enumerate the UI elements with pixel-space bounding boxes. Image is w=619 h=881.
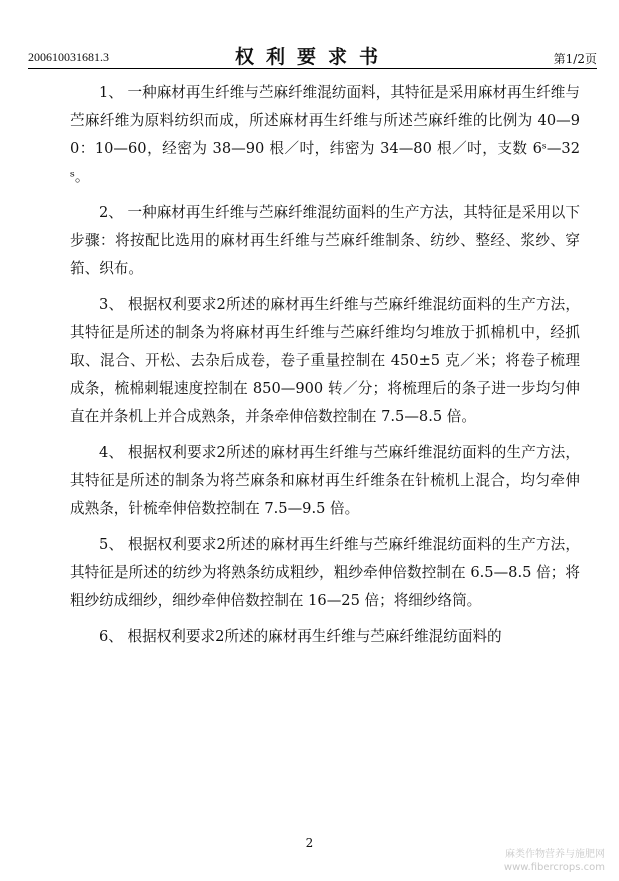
- claim-6: 6、 根据权利要求2所述的麻材再生纤维与苎麻纤维混纺面料的: [99, 628, 502, 645]
- page-number: 2: [305, 836, 314, 850]
- watermark-url: www.fibercrops.com: [503, 862, 605, 873]
- application-number: 200610031681.3: [28, 50, 109, 64]
- claim-1: 1、 一种麻材再生纤维与苎麻纤维混纺面料，其特征是采用麻材再生纤维与苎麻纤维为原料纺织而成，所述麻材再生纤维与所述苎麻纤维的比例为 40—90：10—60，经密为 38—90 根／吋，纬密为 34—80 根／吋，支数 6ˢ—32ˢ。: [70, 84, 580, 185]
- watermark: [504, 848, 605, 874]
- header-divider: [28, 68, 597, 69]
- watermark-site-name: 麻类作物营养与施肥网: [505, 849, 605, 860]
- claim-4: 4、 根据权利要求2所述的麻材再生纤维与苎麻纤维混纺面料的生产方法，其特征是所述的制条为将苎麻条和麻材再生纤维条在针梳机上混合，均匀牵伸成熟条，针梳牵伸倍数控制在 7.5—9.5 倍。: [70, 444, 580, 517]
- page-title: 权利要求书: [234, 46, 390, 68]
- claim-5: 5、 根据权利要求2所述的麻材再生纤维与苎麻纤维混纺面料的生产方法，其特征是所述的纺纱为将熟条纺成粗纱，粗纱牵伸倍数控制在 6.5—8.5 倍；将粗纱纺成细纱，细纱牵伸倍数控制在 16—25 倍；将细纱络筒。: [70, 536, 580, 609]
- claims-list: [70, 79, 580, 659]
- page-indicator: 第1/2页: [553, 52, 597, 66]
- claim-3: 3、 根据权利要求2所述的麻材再生纤维与苎麻纤维混纺面料的生产方法，其特征是所述的制条为将麻材再生纤维与苎麻纤维均匀堆放于抓棉机中，经抓取、混合、开松、去杂后成卷，卷子重量控制在 450±5 克／米；将卷子梳理成条，梳棉刺辊速度控制在 850—900 转／分；将梳理后的条子进一步均匀伸直在并条机上并合成熟条，并条牵伸倍数控制在 7.5—8.5 倍。: [70, 296, 580, 425]
- claim-2: 2、 一种麻材再生纤维与苎麻纤维混纺面料的生产方法，其特征是采用以下步骤：将按配比选用的麻材再生纤维与苎麻纤维制条、纺纱、整经、浆纱、穿筘、织布。: [70, 204, 580, 277]
